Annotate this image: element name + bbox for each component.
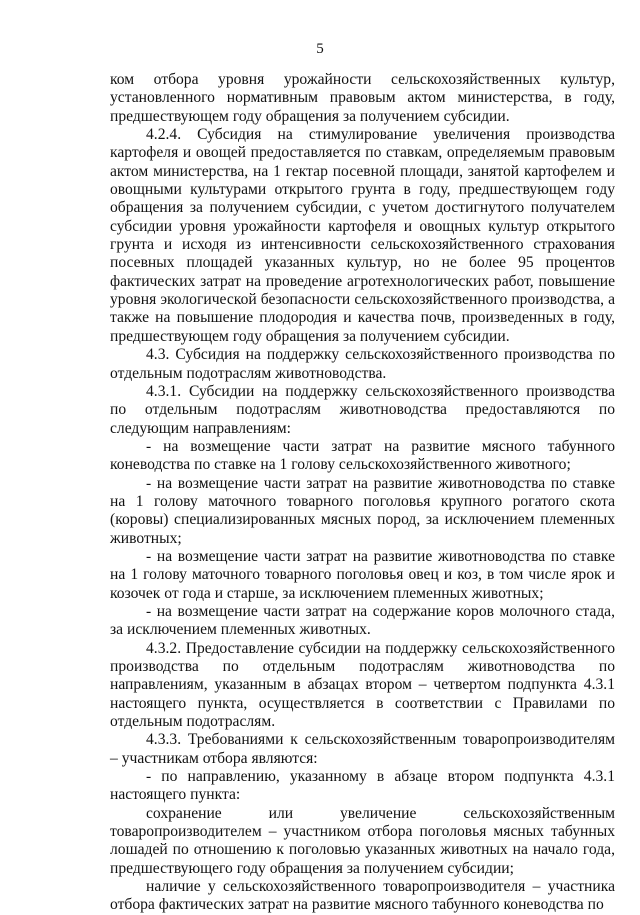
paragraph-4-2-4: 4.2.4. Субсидия на стимулирование увеличения производства картофеля и овощей предоставляется по ставкам, определяемым правовым актом министерства, на 1 гектар посевной площади, занятой картофелем и овощными культурами открытого грунта в году, предшествующем году обращения за получением субсидии, с учетом достигнутого получателем субсидии уровня урожайности картофеля и овощных культур открытого грунта и исходя из интенсивности сельскохозяйственного страхования посевных площадей указанных культур, но не более 95 процентов фактических затрат на проведение агротехнологических работ, повышение уровня экологической безопасности сельскохозяйственного производства, а также на повышение плодородия и качества почв, произведенных в году, предшествующем году обращения за получением субсидии. (110, 126, 615, 345)
list-item-dairy-cows: - на возмещение части затрат на содержание коров молочного стада, за исключением племенных животных. (110, 602, 615, 639)
list-item-horse-breeding: - на возмещение части затрат на развитие мясного табунного коневодства по ставке на 1 голову сельскохозяйственного животного; (110, 437, 615, 474)
document-body (110, 71, 615, 915)
paragraph-4-3-2: 4.3.2. Предоставление субсидии на поддержку сельскохозяйственного производства по отдельным подотраслям животноводства по направлениям, указанным в абзацах втором – четвертом подпункта 4.3.1 настоящего пункта, осуществляется в соответствии с Правилами по отдельным подотраслям. (110, 639, 615, 731)
list-item-direction-two: - по направлению, указанному в абзаце втором подпункта 4.3.1 настоящего пункта: (110, 768, 615, 804)
list-item-sheep-goats: - на возмещение части затрат на развитие животноводства по ставке на 1 голову маточного товарного поголовья овец и коз, в том числе ярок и козочек от года и старше, за исключением племенных животных; (110, 547, 615, 602)
paragraph-4-3-3: 4.3.3. Требованиями к сельскохозяйственным товаропроизводителям – участникам отбора являются: (110, 731, 615, 767)
page-number: 5 (316, 41, 324, 57)
list-item-cattle: - на возмещение части затрат на развитие животноводства по ставке на 1 голову маточного товарного поголовья крупного рогатого скота (коровы) специализированных мясных пород, за исключением племенных животных; (110, 474, 615, 547)
requirement-actual-costs: наличие у сельскохозяйственного товаропроизводителя – участника отбора фактических затрат на развитие мясного табунного коневодства по (110, 878, 615, 914)
requirement-livestock-retention: сохранение или увеличение сельскохозяйственным товаропроизводителем – участником отбора поголовья мясных табунных лошадей по отношению к поголовью указанных животных на начало года, предшествующего году обращения за получением субсидии; (110, 804, 615, 877)
paragraph-continuation: ком отбора уровня урожайности сельскохозяйственных культур, установленного нормативным правовым актом министерства, в году, предшествующем году обращения за получением субсидии. (110, 71, 615, 125)
paragraph-4-3-1: 4.3.1. Субсидии на поддержку сельскохозяйственного производства по отдельным подотраслям животноводства предоставляются по следующим направлениям: (110, 382, 615, 437)
paragraph-4-3: 4.3. Субсидия на поддержку сельскохозяйственного производства по отдельным подотраслям животноводства. (110, 346, 615, 382)
